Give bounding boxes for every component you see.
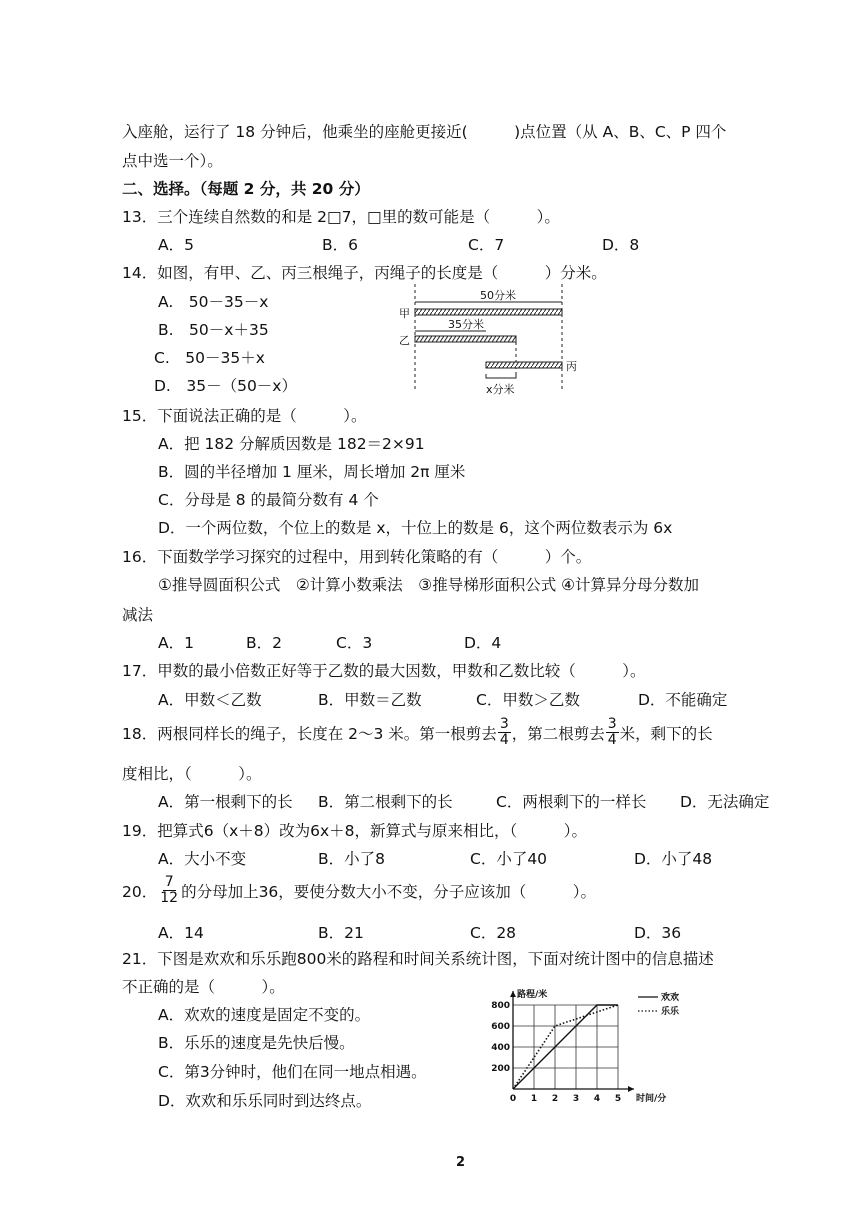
x-bracket <box>486 374 516 378</box>
continuation-line-2: 点中选一个）。 <box>122 152 223 170</box>
q20-stem-line <box>122 875 596 906</box>
q18-option-b: B．第二根剩下的长 <box>318 793 453 811</box>
label-50: 50分米 <box>480 289 516 302</box>
q21-option-c: C．第3分钟时，他们在同一地点相遇。 <box>158 1063 427 1081</box>
page-number: 2 <box>456 1155 466 1170</box>
q18-fraction-2-num: 3 <box>607 716 617 732</box>
y-axis-label: 路程/米 <box>517 990 548 1000</box>
q17-stem: 17．甲数的最小倍数正好等于乙数的最大因数，甲数和乙数比较（ ）。 <box>122 662 646 680</box>
legend-label-1: 欢欢 <box>661 993 680 1003</box>
q14-option-d: D. 35－（50－x） <box>154 377 297 395</box>
q20-option-c: C．28 <box>470 924 517 942</box>
x-axis-label: 时间/分 <box>636 1094 667 1104</box>
q17-option-a: A．甲数＜乙数 <box>158 691 262 709</box>
q18-fraction-1 <box>498 717 511 748</box>
y-axis-arrow <box>510 991 516 997</box>
q13-stem: 13．三个连续自然数的和是 2□7，□里的数可能是（ ）。 <box>122 208 560 226</box>
q18-option-d: D．无法确定 <box>680 793 770 811</box>
q19-option-d: D．小了48 <box>634 850 713 868</box>
q18-option-a: A．第一根剩下的长 <box>158 793 293 811</box>
q20-number: 20． <box>122 882 158 901</box>
q15-option-c: C．分母是 8 的最简分数有 4 个 <box>158 491 379 509</box>
rope-bing <box>486 362 562 368</box>
q20-fraction <box>158 875 180 906</box>
x-tick-label: 3 <box>572 1094 580 1104</box>
q13-option-b: B．6 <box>322 236 358 254</box>
q15-option-b: B．圆的半径增加 1 厘米，周长增加 2π 厘米 <box>158 463 466 481</box>
q13-option-c: C．7 <box>468 236 505 254</box>
q18-stem-line-2: 度相比，（ ）。 <box>122 765 262 783</box>
q16-option-d: D．4 <box>464 634 502 652</box>
rope-jia <box>415 309 562 315</box>
rope-yi <box>415 336 516 342</box>
q18-option-c: C．两根剩下的一样长 <box>496 793 647 811</box>
q21-stem-line-1: 21．下图是欢欢和乐乐跑800米的路程和时间关系统计图，下面对统计图中的信息描述 <box>122 950 714 968</box>
q19-option-c: C．小了40 <box>470 850 548 868</box>
q20-fraction-num: 7 <box>164 874 174 890</box>
rope-figure <box>396 282 586 398</box>
q16-stem: 16．下面数学学习探究的过程中，用到转化策略的有（ ）个。 <box>122 548 592 566</box>
q13-option-a: A．5 <box>158 236 194 254</box>
x-axis-arrow <box>628 1086 634 1092</box>
legend-label-2: 乐乐 <box>661 1007 680 1017</box>
continuation-line-1: 入座舱，运行了 18 分钟后，他乘坐的座舱更接近( )点位置（从 A、B、C、P 四个 <box>122 123 727 141</box>
q21-option-b: B．乐乐的速度是先快后慢。 <box>158 1034 355 1052</box>
q20-option-d: D．36 <box>634 924 682 942</box>
q20-stem: 的分母加上36，要使分数大小不变，分子应该加（ ）。 <box>181 882 597 901</box>
q18-stem-line <box>122 717 713 748</box>
q18-stem-a: 18．两根同样长的绳子，长度在 2～3 米。第一根剪去 <box>122 724 497 743</box>
label-35: 35分米 <box>448 318 484 331</box>
q21-option-d: D．欢欢和乐乐同时到达终点。 <box>158 1092 372 1110</box>
q17-option-b: B．甲数＝乙数 <box>318 691 422 709</box>
q16-option-c: C．3 <box>336 634 373 652</box>
y-tick-label: 400 <box>491 1043 510 1053</box>
q13-option-d: D．8 <box>602 236 640 254</box>
q20-fraction-den: 12 <box>160 890 179 906</box>
q19-stem: 19．把算式6（x＋8）改为6x＋8，新算式与原来相比，（ ）。 <box>122 822 588 840</box>
q18-stem-c: 米，剩下的长 <box>619 724 713 743</box>
q14-option-a: A. 50－35－x <box>158 293 269 311</box>
q19-option-b: B．小了8 <box>318 850 385 868</box>
q18-fraction-1-den: 4 <box>499 732 509 748</box>
q14-option-c: C. 50－35＋x <box>154 349 265 367</box>
q19-option-a: A．大小不变 <box>158 850 247 868</box>
q21-stem-line-2: 不正确的是（ ）。 <box>122 978 285 996</box>
q14-option-b: B. 50－x＋35 <box>158 321 269 339</box>
q16-items-line-2: 减法 <box>122 606 154 624</box>
x-tick-label: 0 <box>509 1094 517 1104</box>
q20-option-a: A．14 <box>158 924 204 942</box>
x-tick-label: 1 <box>530 1094 538 1104</box>
q16-items-line: ①推导圆面积公式 ②计算小数乘法 ③推导梯形面积公式 ④计算异分母分数加 <box>158 576 700 594</box>
rope-jia-label: 甲 <box>399 307 410 320</box>
y-tick-label: 600 <box>491 1022 510 1032</box>
distance-time-chart <box>480 985 710 1110</box>
q18-fraction-1-num: 3 <box>499 716 509 732</box>
q16-option-b: B．2 <box>246 634 282 652</box>
q15-option-a: A．把 182 分解质因数是 182＝2×91 <box>158 435 425 453</box>
q18-stem-b: ，第二根剪去 <box>511 724 605 743</box>
label-x: x分米 <box>486 383 515 396</box>
rope-bing-label: 丙 <box>566 360 577 373</box>
q15-stem: 15．下面说法正确的是（ ）。 <box>122 407 367 425</box>
y-tick-label: 200 <box>491 1064 510 1074</box>
q15-option-d: D．一个两位数，个位上的数是 x，十位上的数是 6，这个两位数表示为 6x <box>158 519 673 537</box>
q21-option-a: A．欢欢的速度是固定不变的。 <box>158 1006 371 1024</box>
q18-fraction-2-den: 4 <box>607 732 617 748</box>
rope-yi-label: 乙 <box>399 334 410 347</box>
q14-stem: 14．如图，有甲、乙、丙三根绳子，丙绳子的长度是（ ）分米。 <box>122 264 607 282</box>
x-tick-label: 4 <box>593 1094 601 1104</box>
x-tick-label: 2 <box>551 1094 559 1104</box>
section-title: 二、选择。（每题 2 分，共 20 分） <box>122 180 370 198</box>
q20-option-b: B．21 <box>318 924 364 942</box>
q16-option-a: A．1 <box>158 634 194 652</box>
q17-option-c: C．甲数＞乙数 <box>476 691 580 709</box>
q17-option-d: D．不能确定 <box>638 691 728 709</box>
x-tick-label: 5 <box>614 1094 622 1104</box>
y-tick-label: 800 <box>491 1001 510 1011</box>
q18-fraction-2 <box>606 717 619 748</box>
